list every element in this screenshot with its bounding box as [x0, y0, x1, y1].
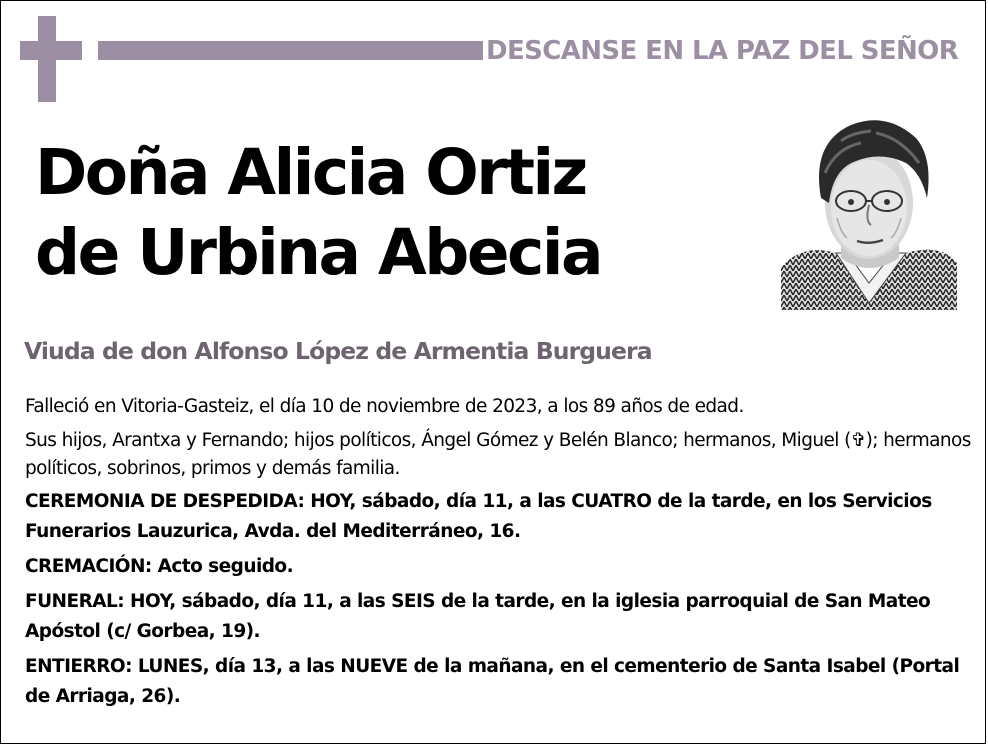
burial-info: ENTIERRO: LUNES, día 13, a las NUEVE de la mañana, en el cementerio de Santa Isabel (Portal de Arriaga, 26). — [25, 656, 960, 707]
cremation-info: CREMACIÓN: Acto seguido. — [25, 556, 294, 577]
header-text: DESCANSE EN LA PAZ DEL SEÑOR — [486, 36, 959, 66]
family-text — [25, 427, 980, 483]
funeral-info: FUNERAL: HOY, sábado, día 11, a las SEIS de la tarde, en la iglesia parroquial de San Mateo Apóstol (c/ Gorbea, 19). — [25, 591, 931, 642]
deceased-cross-icon: ✞ — [850, 430, 866, 451]
name-line-2: de Urbina Abecia — [35, 216, 602, 289]
ceremony-info: CEREMONIA DE DESPEDIDA: HOY, sábado, día 11, a las CUATRO de la tarde, en los Servicios Funerarios Lauzurica, Avda. del Mediterráneo, 16. — [25, 491, 932, 542]
deceased-name — [35, 133, 601, 293]
name-line-1: Doña Alicia Ortiz — [35, 136, 586, 209]
cross-icon-horizontal — [20, 41, 82, 60]
portrait-photo — [781, 103, 957, 310]
family-text-part2: ); hermanos políticos, sobrinos, primos y demás familia. — [25, 430, 971, 479]
portrait-illustration — [781, 103, 957, 310]
notice-body — [25, 393, 980, 717]
family-text-part1: Sus hijos, Arantxa y Fernando; hijos políticos, Ángel Gómez y Belén Blanco; hermanos, Miguel ( — [25, 430, 851, 451]
widow-subtitle: Viuda de don Alfonso López de Armentia Burguera — [24, 337, 652, 365]
death-notice: Falleció en Vitoria-Gasteiz, el día 10 de noviembre de 2023, a los 89 años de edad. — [25, 396, 744, 417]
header-bar — [98, 41, 483, 60]
